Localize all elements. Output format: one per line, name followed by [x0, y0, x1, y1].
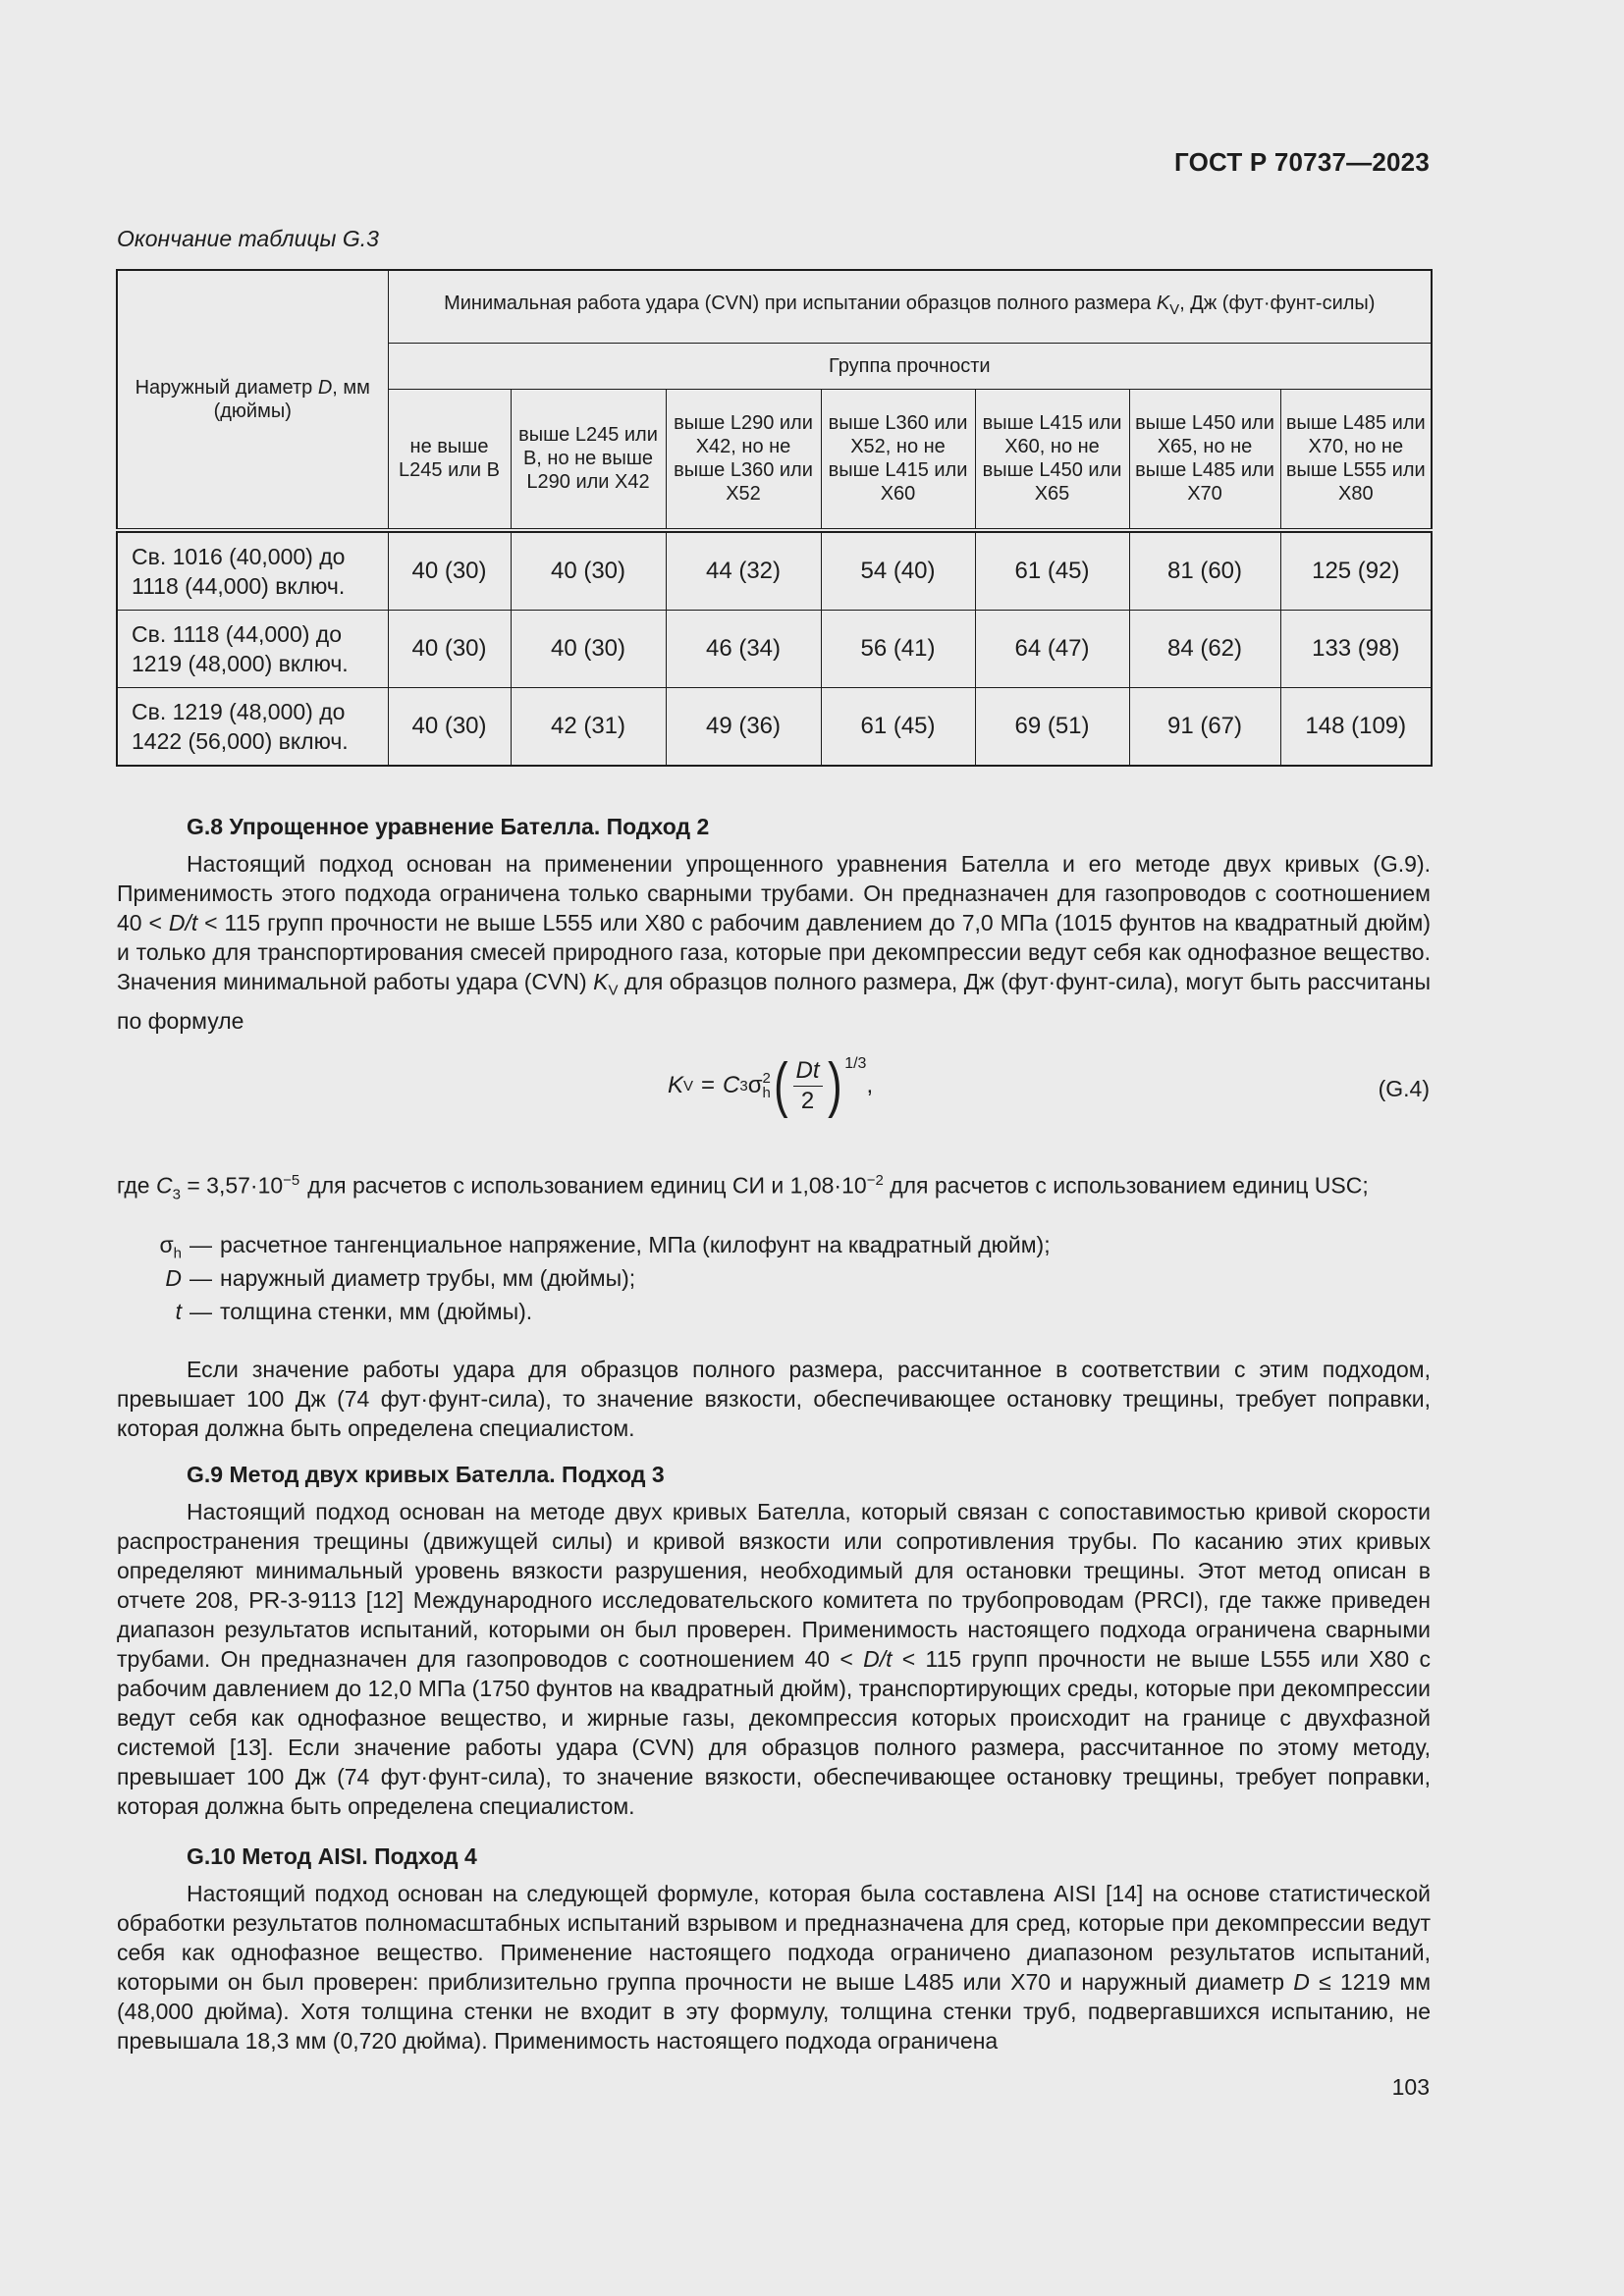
table-row — [117, 533, 1432, 611]
page-number: 103 — [1391, 2074, 1430, 2100]
header-strength-group: Группа прочности — [388, 343, 1432, 389]
table-cell: 40 (30) — [511, 611, 666, 688]
table-row — [117, 688, 1432, 766]
table-cell: 46 (34) — [666, 611, 821, 688]
strength-group-header: выше L450 или X65, но не выше L485 или X70 — [1129, 389, 1280, 530]
section-title-g8: G.8 Упрощенное уравнение Бателла. Подход 2 — [187, 814, 710, 839]
table-cell: 64 (47) — [975, 611, 1129, 688]
legend-thickness: t — толщина стенки, мм (дюймы). — [175, 1299, 533, 1324]
table-cell: 133 (98) — [1280, 611, 1432, 688]
strength-group-header: выше L290 или X42, но не выше L360 или X52 — [666, 389, 821, 530]
header-min-impact-energy: Минимальная работа удара (CVN) при испытании образцов полного размера $K_V$, Дж (фут·фунт-силы) — [388, 270, 1432, 343]
table-cell: 84 (62) — [1129, 611, 1280, 688]
table-cell: 56 (41) — [821, 611, 975, 688]
strength-group-header: не выше L245 или B — [388, 389, 511, 530]
legend-diameter: D — наружный диаметр трубы, мм (дюймы); — [165, 1265, 636, 1291]
table-cell: 61 (45) — [821, 688, 975, 766]
strength-group-header: выше L415 или X60, но не выше L450 или X65 — [975, 389, 1129, 530]
legend-sigma: $\sigma_h$ — расчетное тангенциальное напряжение, МПа (килофунт на квадратный дюйм); — [159, 1232, 1051, 1262]
section-title-g10: G.10 Метод AISI. Подход 4 — [187, 1843, 477, 1869]
table-cell: 91 (67) — [1129, 688, 1280, 766]
table-row — [117, 611, 1432, 688]
strength-group-header: выше L360 или X52, но не выше L415 или X60 — [821, 389, 975, 530]
header-outer-diameter: Наружный диаметр D, мм (дюймы) — [117, 270, 388, 530]
diameter-range: Св. 1118 (44,000) до 1219 (48,000) включ. — [117, 611, 388, 688]
section-title-g9: G.9 Метод двух кривых Бателла. Подход 3 — [187, 1462, 665, 1487]
diameter-range: Св. 1219 (48,000) до 1422 (56,000) включ. — [117, 688, 388, 766]
paragraph-g8-note: Если значение работы удара для образцов полного размера, рассчитанное в соответствии с этим подходом, превышает 100 Дж (74 фут·фунт-сила), то значение вязкости, обеспечивающее остановку трещины, требует поправки, которая должна быть определена специалистом. — [117, 1357, 1431, 1441]
table-caption: Окончание таблицы G.3 — [117, 226, 379, 251]
table-cell: 44 (32) — [666, 533, 821, 611]
standard-number: ГОСТ Р 70737—2023 — [1174, 147, 1430, 177]
table-cell: 54 (40) — [821, 533, 975, 611]
table-cell: 40 (30) — [388, 688, 511, 766]
strength-group-header: выше L485 или X70, но не выше L555 или X80 — [1280, 389, 1432, 530]
formula-g4: K V = C 3 σ 2 h ( $\frac{Dt}{2}$ ) $^{1/3}$ , — [668, 1051, 874, 1119]
table-cell: 40 (30) — [388, 611, 511, 688]
table-cell: 61 (45) — [975, 533, 1129, 611]
cvn-table — [116, 269, 1433, 767]
table-cell: 49 (36) — [666, 688, 821, 766]
table-cell: 40 (30) — [511, 533, 666, 611]
equation-number: (G.4) — [1378, 1076, 1430, 1101]
paragraph-g10: Настоящий подход основан на следующей формуле, которая была составлена AISI [14] на основе статистической обработки результатов полномасштабных испытаний взрывом и предназначена для сред, которые при декомпрессии ведут себя как однофазное вещество. Применение настоящего подхода ограничено диапазоном результатов испытаний, которыми он был проверен: приблизительно группа прочности не выше L485 или X70 и наружный диаметр D ≤ 1219 мм (48,000 дюйма). Хотя толщина стенки не входит в эту формулу, толщина стенки труб, подвергавшихся испытанию, не превышала 18,3 мм (0,720 дюйма). Применимость настоящего подхода ограничена — [117, 1881, 1432, 2054]
table-cell: 125 (92) — [1280, 533, 1432, 611]
strength-group-header: выше L245 или B, но не выше L290 или X42 — [511, 389, 666, 530]
table-cell: 148 (109) — [1280, 688, 1432, 766]
table-cell: 42 (31) — [511, 688, 666, 766]
where-clause: где $C_3 = 3,57\cdot 10^{-5}$ для расчетов с использованием единиц СИ и $1,08\cdot 10^{-2}$ для расчетов с использованием единиц USC; — [117, 1172, 1369, 1203]
table-cell: 81 (60) — [1129, 533, 1280, 611]
paragraph-g8-intro: Настоящий подход основан на применении упрощенного уравнения Бателла и его методе двух кривых (G.9). Применимость этого подхода ограничена только сварными трубами. Он предназначен для газопроводов с соотношением 40 < D/t < 115 групп прочности не выше L555 или X80 с рабочим давлением до 7,0 МПа (1015 фунтов на квадратный дюйм) и только для транспортирования смесей природного газа, которые при декомпрессии ведут себя как однофазное вещество. Значения минимальной работы удара (CVN) $K_V$ для образцов полного размера, Дж (фут·фунт-сила), могут быть рассчитаны по формуле — [117, 851, 1432, 1034]
diameter-range: Св. 1016 (40,000) до 1118 (44,000) включ. — [117, 533, 388, 611]
paragraph-g9: Настоящий подход основан на методе двух кривых Бателла, который связан с сопоставимостью кривой скорости распространения трещины (движущей силы) и кривой вязкости или сопротивления трубы. По касанию этих кривых определяют минимальный уровень вязкости разрушения, необходимый для остановки трещины. Этот метод описан в отчете 208, PR-3-9113 [12] Международного исследовательского комитета по трубопроводам (PRCI), где также приведен диапазон результатов испытаний, которыми он был проверен. Применимость настоящего подхода ограничена сварными трубами. Он предназначен для газопроводов с соотношением 40 < D/t < 115 групп прочности не выше L555 или X80 с рабочим давлением до 12,0 МПа (1750 фунтов на квадратный дюйм), транспортирующих среды, которые при декомпрессии ведут себя как однофазное вещество, и жирные газы, декомпрессия которых происходит на границе с двухфазной системой [13]. Если значение работы удара (CVN) для образцов полного размера, рассчитанное по этому методу, превышает 100 Дж (74 фут·фунт-сила), то значение вязкости, обеспечивающее остановку трещины, требует поправки, которая должна быть определена специалистом. — [117, 1499, 1432, 1819]
table-cell: 40 (30) — [388, 533, 511, 611]
table-cell: 69 (51) — [975, 688, 1129, 766]
